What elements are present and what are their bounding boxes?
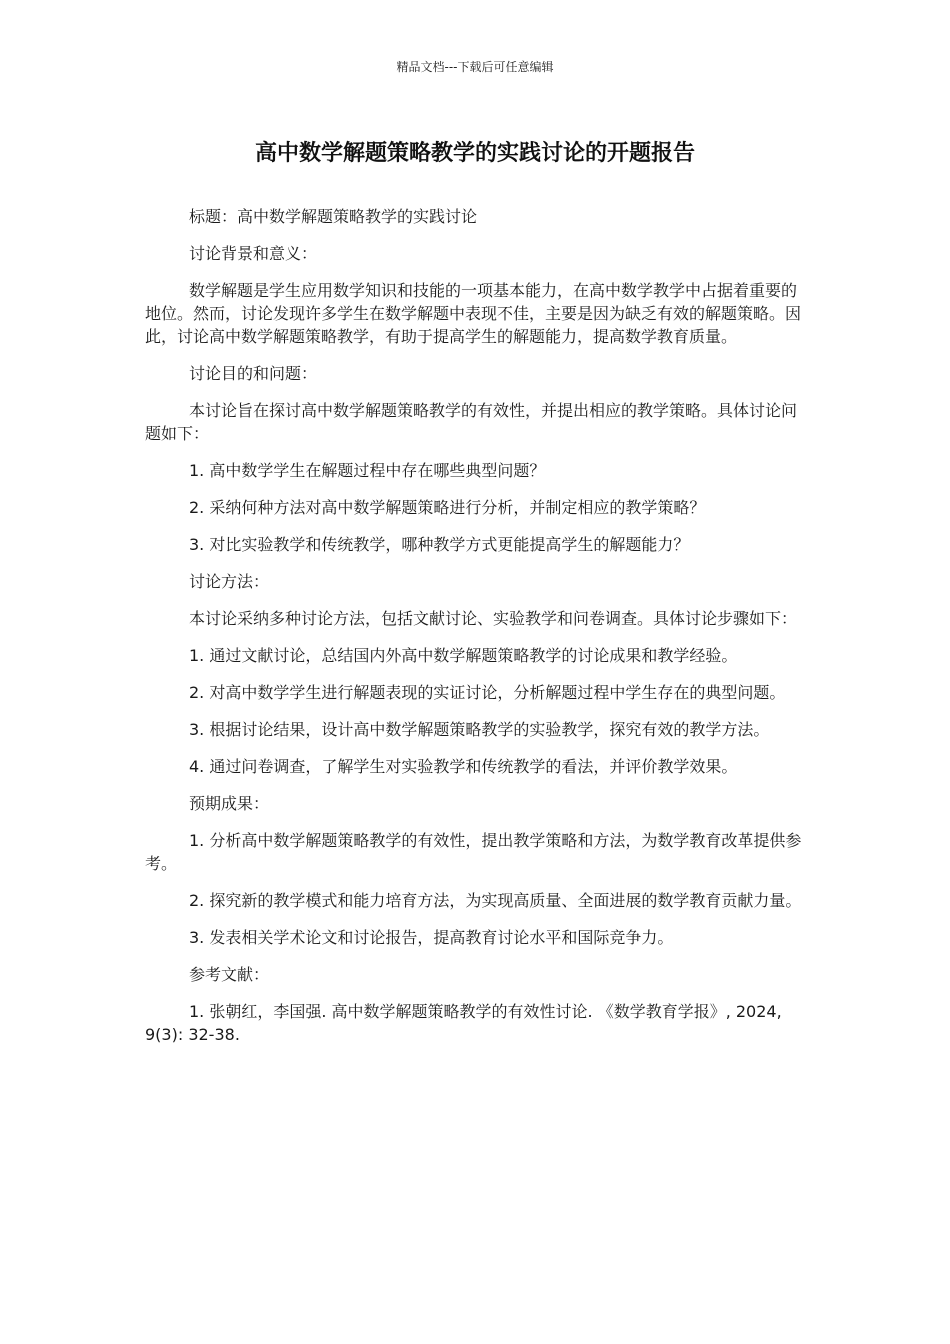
list-item-outcome-3: 3. 发表相关学术论文和讨论报告，提高教育讨论水平和国际竞争力。	[189, 928, 674, 947]
document-body	[145, 205, 807, 1060]
heading-references: 参考文献：	[189, 965, 270, 984]
list-item-question-3: 3. 对比实验教学和传统教学，哪种教学方式更能提高学生的解题能力？	[189, 535, 690, 554]
paragraph-methods: 本讨论采纳多种讨论方法，包括文献讨论、实验教学和问卷调查。具体讨论步骤如下：	[189, 609, 798, 628]
list-item-question-1: 1. 高中数学学生在解题过程中存在哪些典型问题？	[189, 461, 546, 480]
heading-objectives: 讨论目的和问题：	[189, 364, 318, 383]
list-item-reference-1: 1. 张朝红，李国强. 高中数学解题策略教学的有效性讨论. 《数学教育学报》, 2024, 9(3): 32-38.	[145, 1002, 782, 1044]
paragraph-background: 数学解题是学生应用数学知识和技能的一项基本能力，在高中数学教学中占据着重要的地位。然而，讨论发现许多学生在数学解题中表现不佳，主要是因为缺乏有效的解题策略。因此，讨论高中数学解题策略教学，有助于提高学生的解题能力，提高数学教育质量。	[145, 281, 802, 346]
paragraph-objectives: 本讨论旨在探讨高中数学解题策略教学的有效性，并提出相应的教学策略。具体讨论问题如下：	[145, 401, 798, 443]
list-item-outcome-2: 2. 探究新的教学模式和能力培育方法，为实现高质量、全面进展的数学教育贡献力量。	[189, 891, 802, 910]
paragraph-subject: 标题：高中数学解题策略教学的实践讨论	[189, 207, 478, 226]
list-item-step-3: 3. 根据讨论结果，设计高中数学解题策略教学的实验教学，探究有效的教学方法。	[189, 720, 770, 739]
list-item-step-1: 1. 通过文献讨论，总结国内外高中数学解题策略教学的讨论成果和教学经验。	[189, 646, 738, 665]
header-note: 精品文档---下载后可任意编辑	[396, 60, 554, 74]
list-item-step-2: 2. 对高中数学学生进行解题表现的实证讨论，分析解题过程中学生存在的典型问题。	[189, 683, 786, 702]
heading-background: 讨论背景和意义：	[189, 244, 318, 263]
heading-methods: 讨论方法：	[189, 572, 270, 591]
list-item-question-2: 2. 采纳何种方法对高中数学解题策略进行分析，并制定相应的教学策略？	[189, 498, 706, 517]
document-title: 高中数学解题策略教学的实践讨论的开题报告	[254, 141, 695, 166]
list-item-outcome-1: 1. 分析高中数学解题策略教学的有效性，提出教学策略和方法，为数学教育改革提供参考。	[145, 831, 802, 873]
list-item-step-4: 4. 通过问卷调查，了解学生对实验教学和传统教学的看法，并评价教学效果。	[189, 757, 738, 776]
heading-outcomes: 预期成果：	[189, 794, 270, 813]
